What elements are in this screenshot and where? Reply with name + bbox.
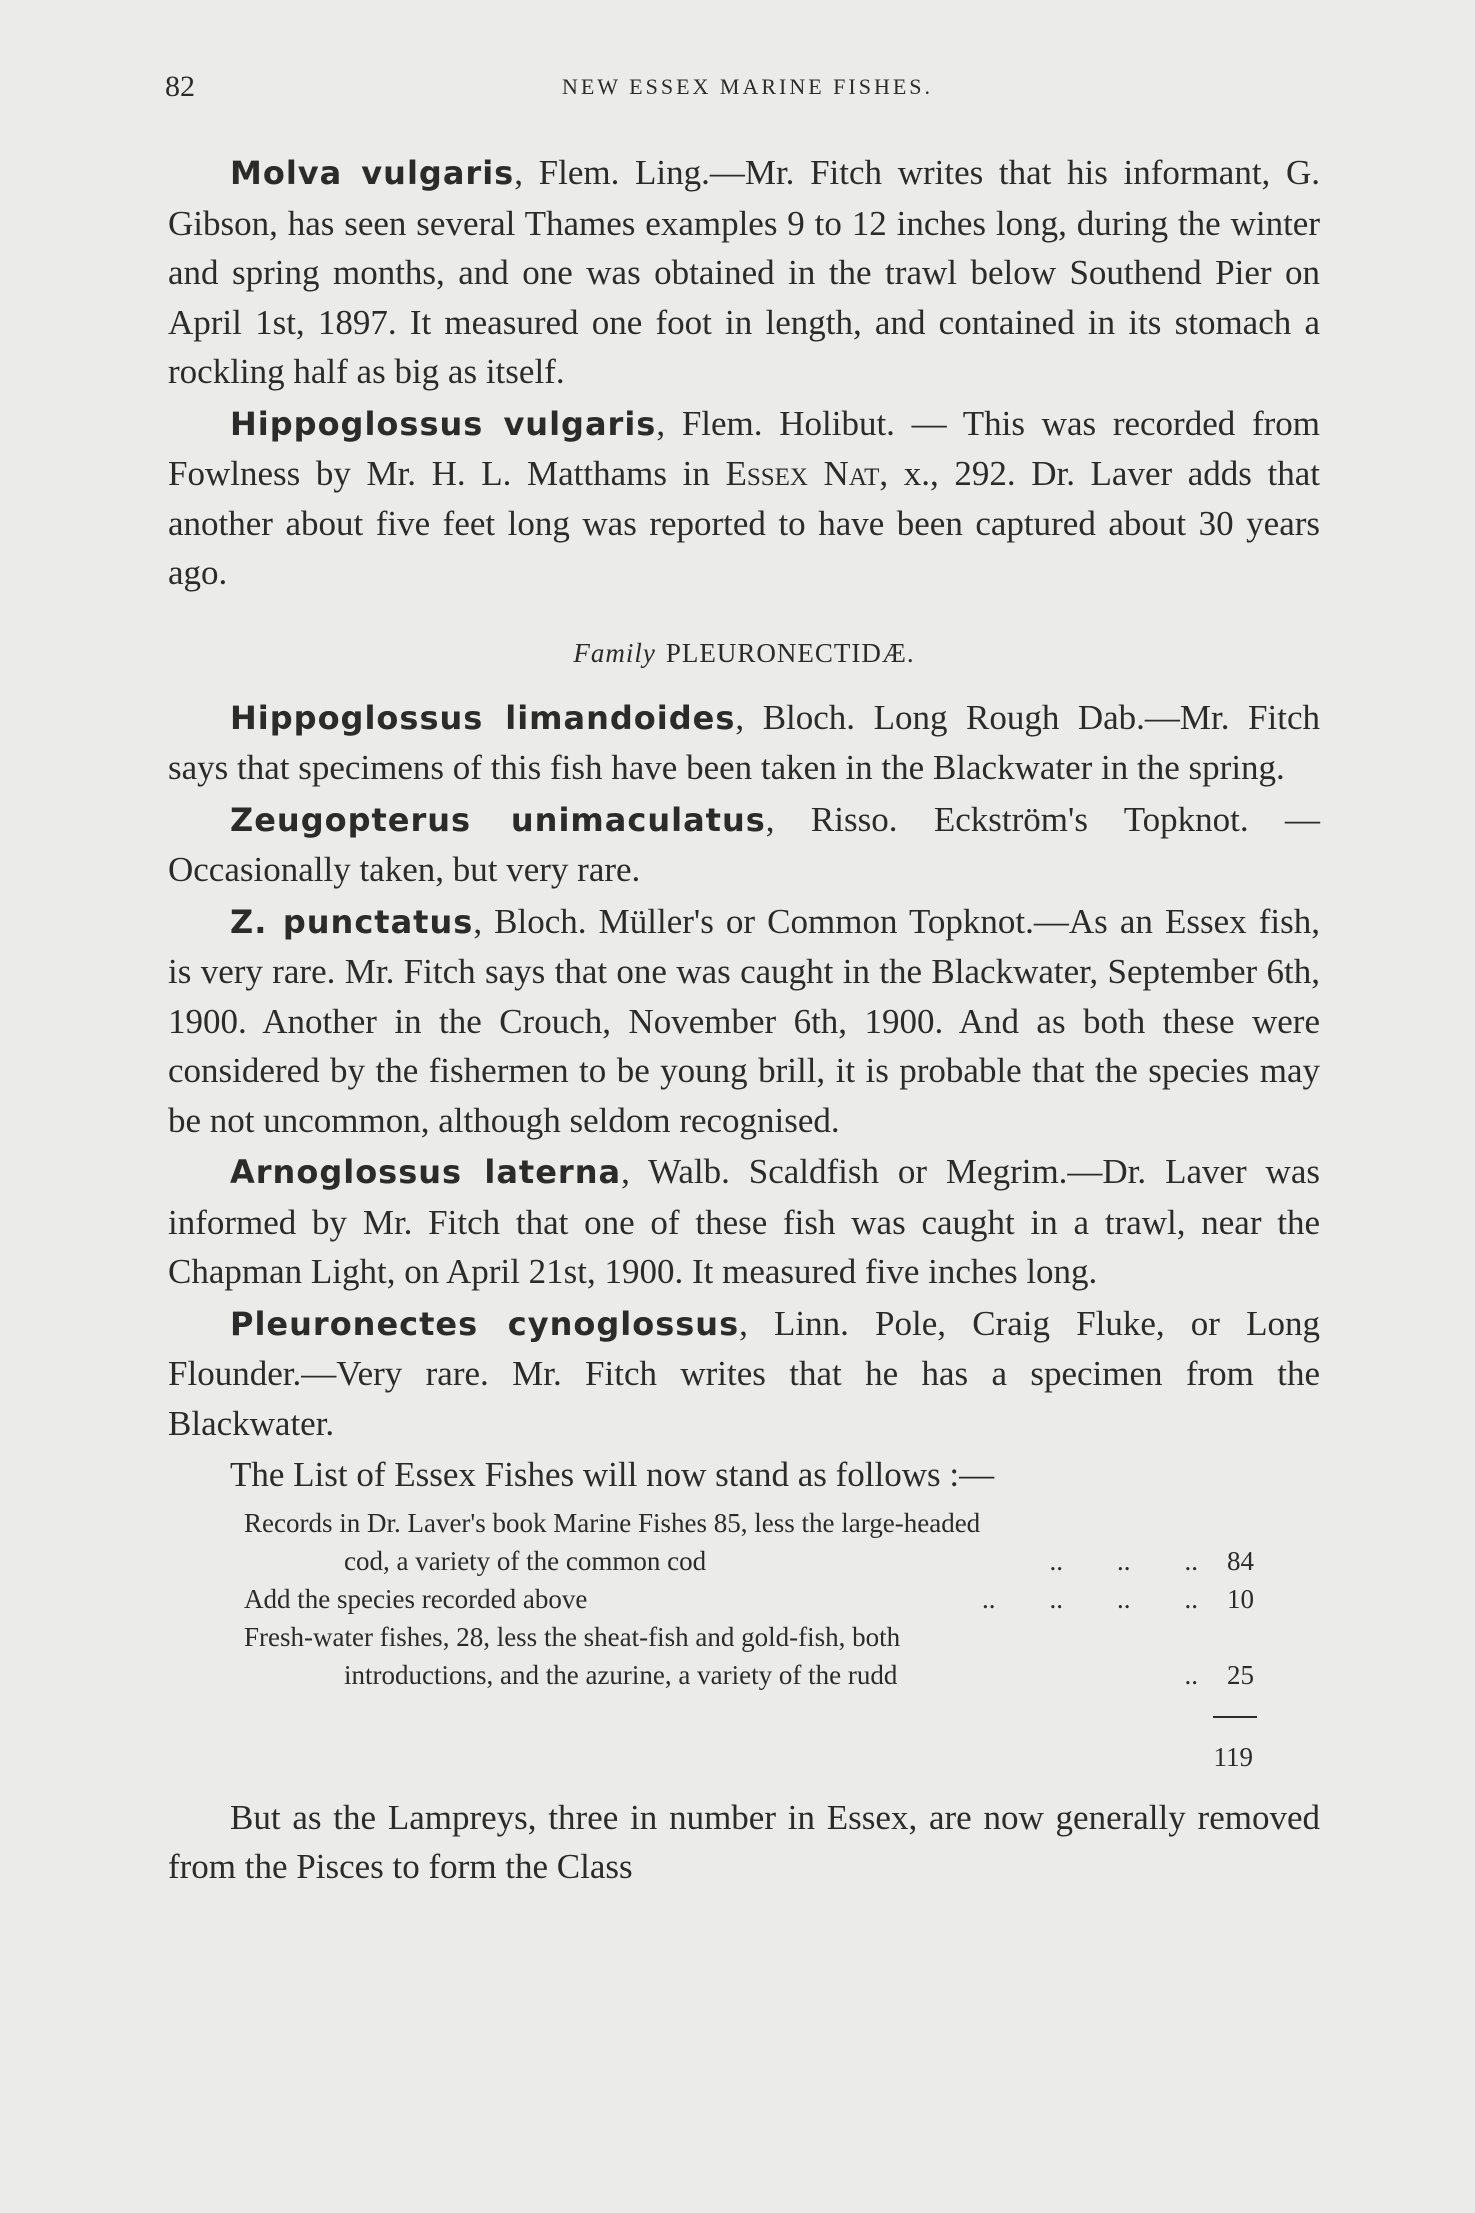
species-name: Z. punctatus [230,902,474,941]
page-number: 82 [165,70,195,103]
species-description: , Flem. Ling.—Mr. Fitch writes that his informant, G. Gibson, has seen several Thames examples 9 to 12 inches long, during the winter and spring months, and one was obtained in the trawl below Southend Pier on April 1st, 1897. It measured one foot in length, and contained in its stomach a rockling half as big as itself. [168,153,1320,391]
row-value: 10 [1227,1583,1254,1614]
species-name: Arnoglossus laterna [230,1153,622,1191]
species-entry [168,795,1320,895]
table-row [244,1504,1254,1542]
page-body [168,148,1320,1894]
table-row [244,1580,1254,1618]
row-leader-dots: .. .. .. [1049,1545,1198,1576]
species-description-continued: , x., 292. Dr. Laver adds that another about five feet long was reported to have been captured about 30 years ago. [168,454,1321,592]
species-entry [168,148,1320,397]
family-label: Family [573,637,656,668]
table-total: 119 [1213,1741,1253,1772]
row-text: introductions, and the azurine, a variety of the rudd [344,1659,898,1690]
closing-paragraph: But as the Lampreys, three in number in Essex, are now generally removed from the Pisces to form the Class [168,1797,1320,1886]
row-value: 84 [1227,1545,1254,1576]
table-row [244,1542,1254,1580]
species-name: Molva vulgaris [230,154,515,192]
species-entry [168,1299,1320,1449]
family-heading [168,638,1320,669]
species-name: Hippoglossus limandoides [230,698,736,737]
species-description: , Linn. Pole, Craig Fluke, or Long Flounder.—Very rare. Mr. Fitch writes that he has a specimen from the Blackwater. [168,1303,1320,1443]
table-row [244,1618,1254,1656]
row-leader-dots: .. [1184,1659,1198,1690]
species-description: , Flem. Holibut. — This was recorded from Fowlness by Mr. H. L. Matthams in [168,403,1320,493]
species-entry [168,399,1320,598]
journal-citation: Essex Nat [725,454,880,493]
species-entry [168,1147,1320,1297]
species-count-table [244,1504,1254,1694]
row-text: cod, a variety of the common cod [344,1545,707,1576]
species-entry [168,693,1320,793]
row-leader-dots: .. .. .. .. [982,1583,1198,1614]
row-text: Add the species recorded above [244,1583,588,1614]
species-description: , Bloch. Long Rough Dab.—Mr. Fitch says that specimens of this fish have been taken in the Blackwater in the spring. [168,697,1320,787]
table-row [244,1656,1254,1694]
running-title: NEW ESSEX MARINE FISHES. [561,74,934,99]
row-text: Fresh-water fishes, 28, less the sheat-fish and gold-fish, both [244,1621,901,1652]
species-name: Zeugopterus unimaculatus [230,800,766,839]
species-entry [168,897,1320,1146]
species-description: , Risso. Eckström's Topknot. —Occasionally taken, but very rare. [168,799,1320,889]
family-name: PLEURONECTIDÆ. [665,637,915,668]
species-description: , Bloch. Müller's or Common Topknot.—As an Essex fish, is very rare. Mr. Fitch says that one was caught in the Blackwater, September 6th, 1900. Another in the Crouch, November 6th, 1900. And as both these were considered by the fishermen to be young brill, it is probable that the species may be not uncommon, although seldom recognised. [168,901,1320,1140]
species-name: Hippoglossus vulgaris [230,404,657,443]
sum-rule [1213,1716,1257,1718]
species-name: Pleuronectes cynoglossus [230,1304,740,1343]
row-text: Records in Dr. Laver's book Marine Fishes 85, less the large-headed [244,1507,981,1538]
row-value: 25 [1227,1659,1254,1690]
page-header [165,70,1330,110]
list-intro: The List of Essex Fishes will now stand as follows :— [230,1455,995,1494]
species-description: , Walb. Scaldfish or Megrim.—Dr. Laver was informed by Mr. Fitch that one of these fish was caught in a trawl, near the Chapman Light, on April 21st, 1900. It measured five inches long. [168,1152,1320,1291]
